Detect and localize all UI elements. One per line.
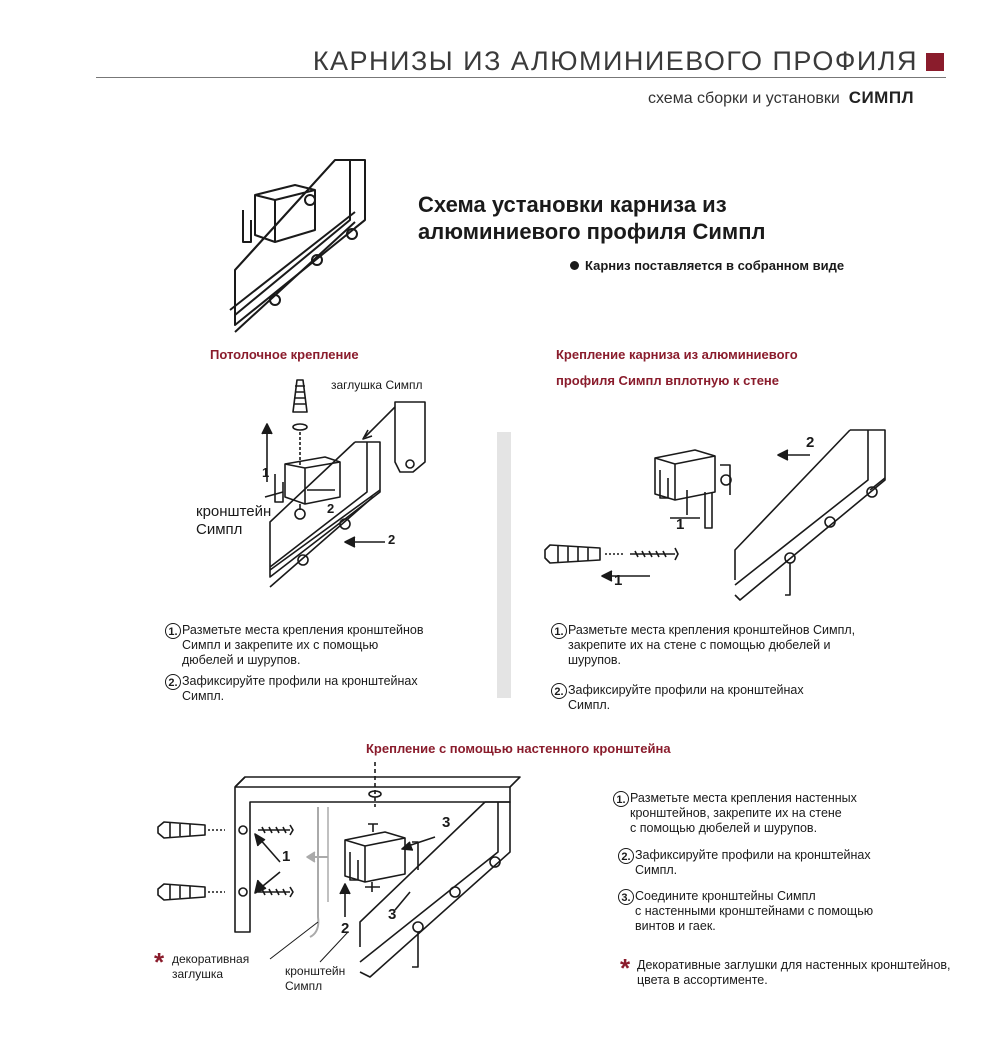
bracket-step-1-line-3: с помощью дюбелей и шурупов. — [630, 821, 818, 835]
bracket-note — [637, 958, 951, 988]
bracket-mark-2: 2 — [341, 920, 350, 937]
header-brand: СИМПЛ — [848, 88, 914, 107]
bracket-step-3 — [618, 889, 873, 934]
bracket-simpl-label — [285, 964, 345, 994]
intro-bullet — [570, 258, 844, 273]
bullet-dot-icon — [570, 261, 579, 270]
ceiling-step-1-line-1: Разметьте места крепления кронштейнов — [182, 623, 424, 637]
wall-heading — [556, 342, 798, 394]
step-number-badge: 1. — [551, 623, 567, 639]
ceiling-step-2 — [165, 674, 418, 704]
assembled-rail-illustration — [215, 150, 390, 335]
bracket-mark-1: 1 — [282, 848, 291, 865]
section-divider — [497, 432, 511, 698]
note-asterisk-icon: * — [620, 953, 631, 983]
bracket-step-1 — [613, 791, 857, 836]
bracket-decor-label — [172, 952, 249, 982]
bracket-step-1-line-2: кронштейнов, закрепите их на стене — [630, 806, 842, 820]
ceiling-step-2-line-1: Зафиксируйте профили на кронштейнах — [182, 674, 418, 688]
wall-step-2-line-2: Симпл. — [568, 698, 611, 712]
intro-title-line-1: Схема установки карниза из — [418, 192, 727, 217]
wall-step-2-line-1: Зафиксируйте профили на кронштейнах — [568, 683, 804, 697]
bracket-step-3-line-1: Соедините кронштейны Симпл — [635, 889, 816, 903]
step-number-badge: 2. — [551, 683, 567, 699]
ceiling-mark-1: 1 — [262, 465, 270, 480]
wall-step-1-line-3: шурупов. — [568, 653, 622, 667]
bracket-step-2 — [618, 848, 871, 878]
intro-title-line-2: алюминиевого профиля Симпл — [418, 219, 766, 244]
header-title: КАРНИЗЫ ИЗ АЛЮМИНИЕВОГО ПРОФИЛЯ — [312, 46, 918, 76]
bracket-step-3-line-2: с настенными кронштейнами с помощью — [635, 904, 874, 918]
ceiling-cap-label: заглушка Симпл — [331, 378, 423, 392]
step-number-badge: 2. — [165, 674, 181, 690]
bracket-simpl-label-1: кронштейн — [285, 964, 346, 978]
wall-step-2 — [551, 683, 804, 713]
ceiling-step-1-line-3: дюбелей и шурупов. — [182, 653, 301, 667]
wall-mark-2: 2 — [806, 434, 815, 451]
bracket-note-line-2: цвета в ассортименте. — [637, 973, 768, 987]
bracket-simpl-label-2: Симпл — [285, 979, 323, 993]
ceiling-bracket-label-1: кронштейн — [196, 503, 272, 520]
wall-mark-1b: 1 — [614, 572, 623, 589]
wall-step-1-line-1: Разметьте места крепления кронштейнов Симпл, — [568, 623, 856, 637]
step-number-badge: 1. — [613, 791, 629, 807]
ceiling-step-1-line-2: Симпл и закрепите их с помощью — [182, 638, 379, 652]
bracket-step-1-line-1: Разметьте места крепления настенных — [630, 791, 857, 805]
ceiling-step-1 — [165, 623, 424, 668]
ceiling-mount-illustration — [255, 372, 435, 597]
wall-mark-1a: 1 — [676, 516, 685, 533]
ceiling-mark-2a: 2 — [327, 501, 335, 516]
bracket-step-2-line-2: Симпл. — [635, 863, 678, 877]
step-number-badge: 2. — [618, 848, 634, 864]
header-subtitle-text: схема сборки и установки — [647, 90, 840, 107]
wall-step-1 — [551, 623, 855, 668]
bracket-mark-3b: 3 — [388, 906, 397, 923]
ceiling-heading: Потолочное крепление — [210, 347, 359, 362]
wall-heading-line-2: профиля Симпл вплотную к стене — [556, 373, 780, 388]
bracket-note-line-1: Декоративные заглушки для настенных кронштейнов, — [637, 958, 951, 972]
step-number-badge: 1. — [165, 623, 181, 639]
header-accent-square — [926, 53, 944, 71]
bracket-heading: Крепление с помощью настенного кронштейна — [366, 741, 671, 756]
decor-asterisk-icon: * — [154, 947, 165, 977]
ceiling-mark-2b: 2 — [388, 532, 396, 547]
ceiling-bracket-label-2: Симпл — [196, 521, 243, 538]
header-rule — [96, 77, 946, 78]
bracket-step-3-line-3: винтов и гаек. — [635, 919, 716, 933]
intro-bullet-text: Карниз поставляется в собранном виде — [585, 258, 845, 273]
bracket-step-2-line-1: Зафиксируйте профили на кронштейнах — [635, 848, 871, 862]
wall-step-1-line-2: закрепите их на стене с помощью дюбелей и — [568, 638, 831, 652]
bracket-decor-label-1: декоративная — [172, 952, 250, 966]
bracket-decor-label-2: заглушка — [172, 967, 224, 981]
wall-mount-illustration — [540, 420, 890, 610]
wall-heading-line-1: Крепление карниза из алюминиевого — [556, 347, 798, 362]
header-subtitle — [648, 88, 914, 108]
ceiling-step-2-line-2: Симпл. — [182, 689, 225, 703]
bracket-mark-3a: 3 — [442, 814, 451, 831]
step-number-badge: 3. — [618, 889, 634, 905]
intro-title — [418, 191, 765, 245]
